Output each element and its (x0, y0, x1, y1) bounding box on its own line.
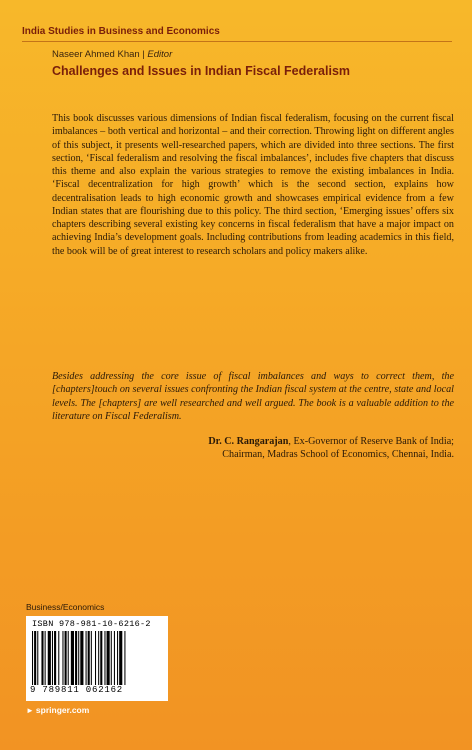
subject-category: Business/Economics (26, 602, 105, 612)
barcode-stripe (45, 631, 46, 687)
barcode-stripe (54, 631, 56, 687)
barcode-stripe (75, 631, 77, 687)
endorsement-quote: Besides addressing the core issue of fiscal imbalances and ways to correct them, the [chapters]touch on several issues confronting the Indian fiscal system at the centre, state and local levels. The [chapters] are well researched and well argued. The book is a valuable addition to the literature on Fiscal Federalism. (52, 371, 454, 422)
book-title: Challenges and Issues in Indian Fiscal Federalism (52, 64, 351, 78)
endorser-name: Dr. C. Rangarajan (208, 436, 289, 447)
editor-separator: | (142, 49, 145, 60)
endorser-affiliation: Chairman, Madras School of Economics, Chennai, India. (222, 449, 454, 461)
barcode-number: 9 789811 062162 (30, 685, 164, 695)
endorsement-attribution (52, 435, 454, 462)
barcode-stripe (58, 631, 59, 687)
editor-role: Editor (147, 49, 173, 60)
barcode-stripe (114, 631, 115, 687)
editor-name: Naseer Ahmed Khan (52, 49, 140, 60)
barcode-stripe (111, 631, 112, 687)
barcode-stripe (68, 631, 69, 687)
arrow-icon: ► (26, 706, 34, 715)
isbn-label: ISBN 978-981-10-6216-2 (32, 619, 151, 629)
barcode-stripe (48, 631, 51, 687)
barcode-stripe (107, 631, 110, 687)
barcode-stripe (34, 631, 36, 687)
barcode-stripe (80, 631, 83, 687)
barcode-stripe (62, 631, 63, 687)
series-name: India Studies in Business and Economics (22, 26, 220, 37)
barcode-stripe (95, 631, 96, 687)
endorser-title: , Ex-Governor of Reserve Bank of India; (288, 436, 454, 447)
barcode-stripe (119, 631, 122, 687)
barcode-stripe (78, 631, 79, 687)
barcode-stripe (52, 631, 53, 687)
barcode-stripe (91, 631, 92, 687)
barcode-stripe (41, 631, 43, 687)
barcode-stripe (71, 631, 74, 687)
header-divider (22, 41, 452, 42)
barcode-stripe (117, 631, 118, 687)
barcode-stripe (37, 631, 38, 687)
editor-line (52, 49, 172, 60)
barcode-stripe (98, 631, 99, 687)
barcode-stripe (32, 631, 33, 687)
barcode-stripe (86, 631, 87, 687)
barcode-bars (30, 631, 164, 687)
barcode-stripe (88, 631, 90, 687)
barcode-stripe (65, 631, 67, 687)
isbn-barcode (26, 616, 168, 701)
barcode-stripe (104, 631, 105, 687)
barcode-stripe (100, 631, 102, 687)
barcode-stripe (124, 631, 125, 687)
publisher-link[interactable] (26, 705, 89, 715)
publisher-url: springer.com (35, 705, 90, 715)
book-description: This book discusses various dimensions of Indian fiscal federalism, focusing on the current fiscal imbalances – both vertical and horizontal – and their correction. Throwing light on different angles of this subject, it presents well-researched papers, which are divided into three sections. The first section, ‘Fiscal federalism and resolving the fiscal imbalances’, includes five chapters that discuss this theme and also explain the various strategies to remove the existing imbalances in India. ‘Fiscal decentralization for high growth’ which is the second section, explains how decentralisation leads to high economic growth and showcases empirical evidence from a few Indian states that are flourishing due to this policy. The third section, ‘Emerging issues’ offers six chapters describing several existing key concerns in fiscal federalism that have a major impact on achieving India’s development goals. Including contributions from leading academics in this field, the book will be of great interest to research scholars and policy makers alike. (52, 113, 454, 257)
